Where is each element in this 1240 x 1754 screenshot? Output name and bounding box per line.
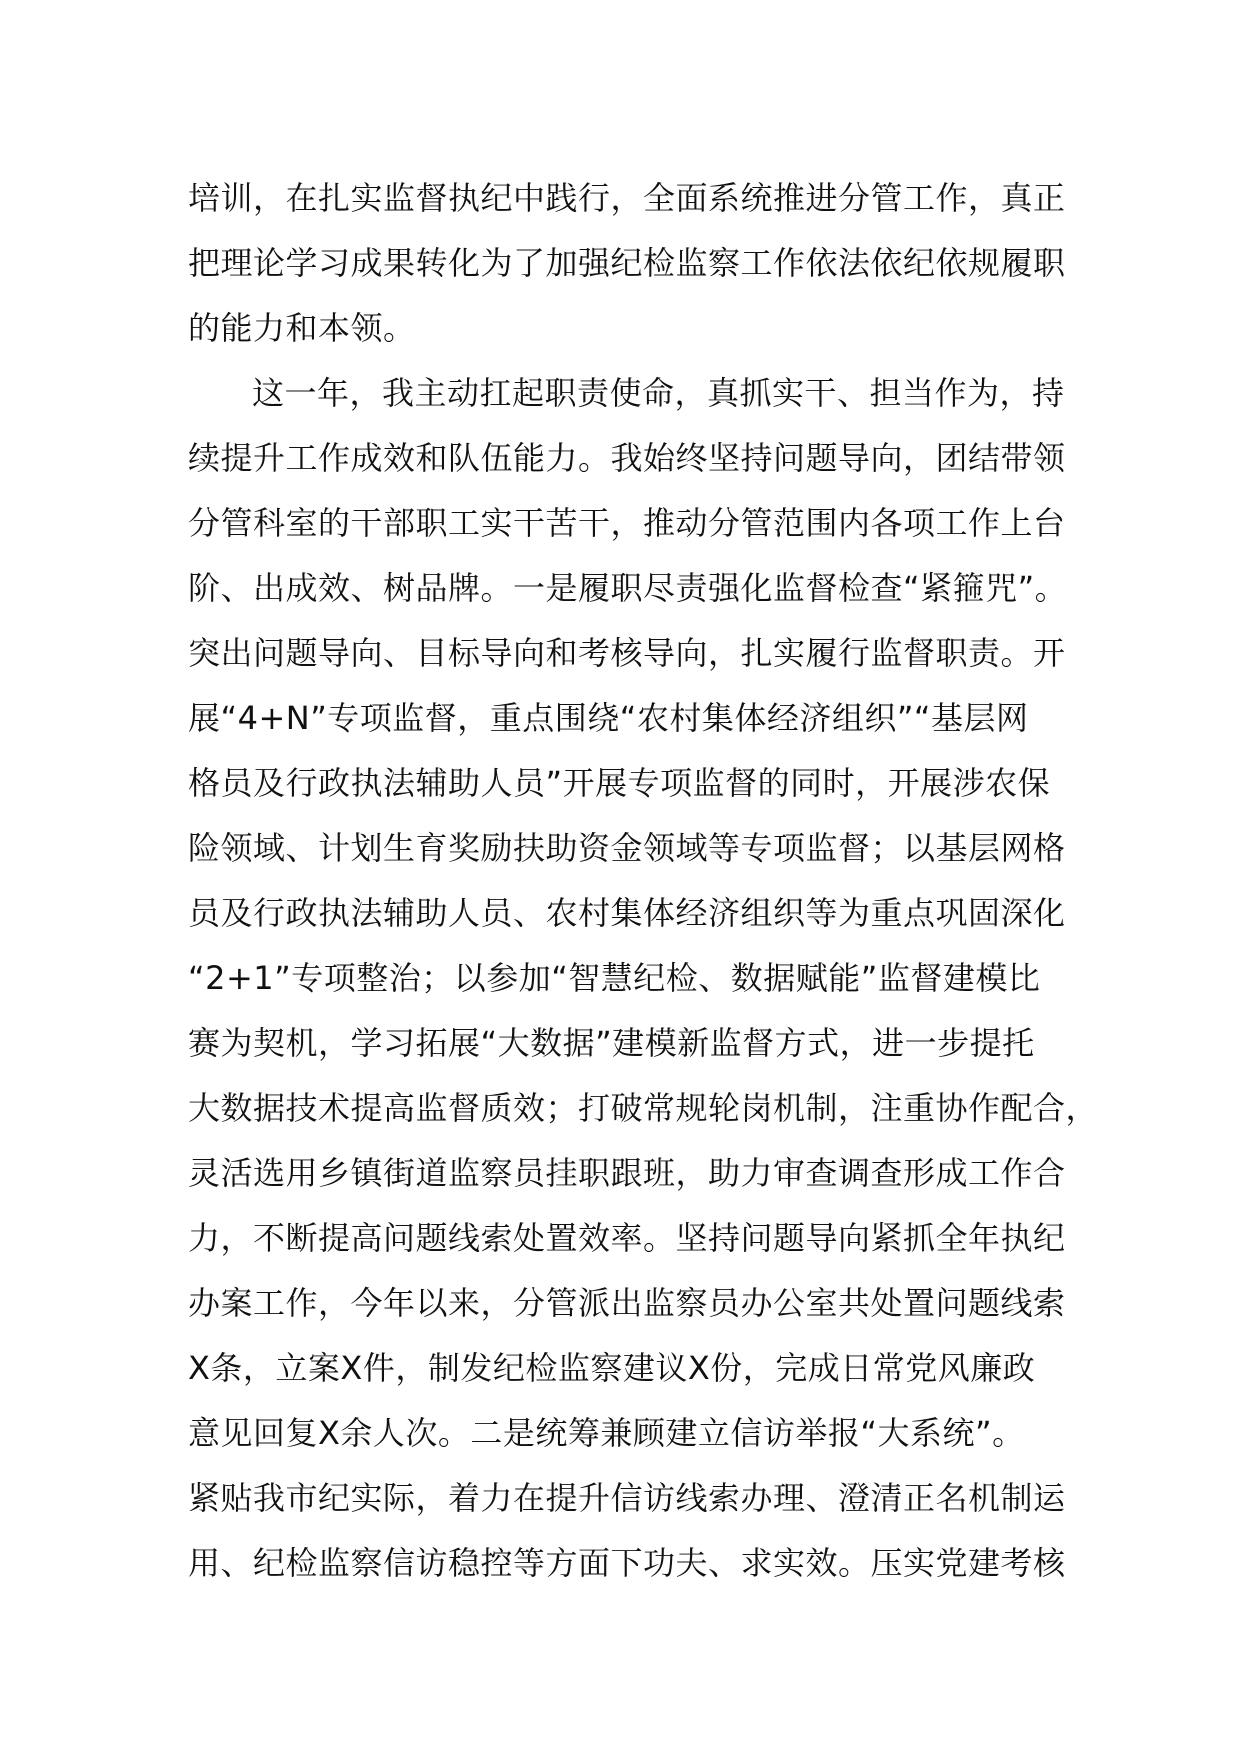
text-line: 意见回复X余人次。二是统筹兼顾建立信访举报“大系统”。 [188, 1414, 1025, 1452]
text-line: 分管科室的干部职工实干苦干，推动分管范围内各项工作上台 [188, 504, 1066, 542]
text-line: 展“4+N”专项监督，重点围绕“农村集体经济组织”“基层网 [188, 699, 1029, 737]
text-line: 的能力和本领。 [188, 309, 416, 347]
text-line: 续提升工作成效和队伍能力。我始终坚持问题导向，团结带领 [188, 439, 1066, 477]
body-text [188, 166, 1099, 1596]
paragraph-first-line: 这一年，我主动扛起职责使命，真抓实干、担当作为，持 [252, 374, 1065, 412]
text-line: 用、纪检监察信访稳控等方面下功夫、求实效。压实党建考核 [188, 1544, 1066, 1582]
text-line: “2+1”专项整治；以参加“智慧纪检、数据赋能”监督建模比 [188, 959, 1041, 997]
text-line: 大数据技术提高监督质效；打破常规轮岗机制，注重协作配合， [188, 1089, 1099, 1127]
text-line: 员及行政执法辅助人员、农村集体经济组织等为重点巩固深化 [188, 894, 1066, 932]
text-line: 阶、出成效、树品牌。一是履职尽责强化监督检查“紧箍咒”。 [188, 569, 1068, 607]
text-line: 培训，在扎实监督执纪中践行，全面系统推进分管工作，真正 [188, 179, 1066, 217]
text-line: 紧贴我市纪实际，着力在提升信访线索办理、澄清正名机制运 [188, 1479, 1066, 1517]
text-line: 险领域、计划生育奖励扶助资金领域等专项监督；以基层网格 [188, 829, 1066, 867]
text-line: X条，立案X件，制发纪检监察建议X份，完成日常党风廉政 [188, 1349, 1036, 1387]
text-line: 格员及行政执法辅助人员”开展专项监督的同时，开展涉农保 [188, 764, 1051, 802]
text-line: 灵活选用乡镇街道监察员挂职跟班，助力审查调查形成工作合 [188, 1154, 1066, 1192]
text-line: 赛为契机，学习拓展“大数据”建模新监督方式，进一步提托 [188, 1024, 1035, 1062]
text-line: 力，不断提高问题线索处置效率。坚持问题导向紧抓全年执纪 [188, 1219, 1066, 1257]
text-line: 办案工作，今年以来，分管派出监察员办公室共处置问题线索 [188, 1284, 1066, 1322]
text-line: 把理论学习成果转化为了加强纪检监察工作依法依纪依规履职 [188, 244, 1066, 282]
text-line: 突出问题导向、目标导向和考核导向，扎实履行监督职责。开 [188, 634, 1066, 672]
